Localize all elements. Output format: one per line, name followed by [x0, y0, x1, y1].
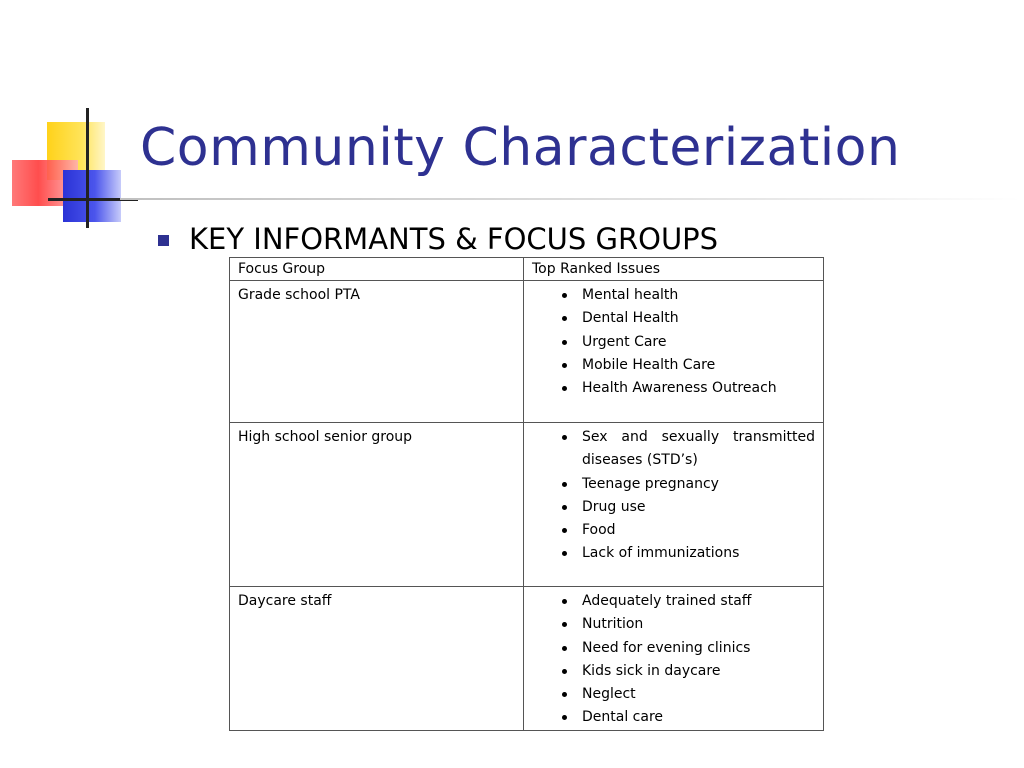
- issue-item: Drug use: [532, 496, 815, 519]
- subtitle-bullet-row: [158, 222, 718, 256]
- issue-item: Nutrition: [532, 613, 815, 636]
- issues-list: [532, 281, 815, 400]
- focus-group-table: [229, 257, 824, 731]
- table-header-row: [230, 258, 824, 281]
- issue-item: Sex and sexually transmitted diseases (STD’s): [532, 426, 815, 473]
- logo-vertical-line: [86, 108, 89, 228]
- issue-item: Teenage pregnancy: [532, 473, 815, 496]
- issues-cell: [524, 281, 824, 423]
- table-row: [230, 281, 824, 423]
- column-header-focus-group: Focus Group: [230, 258, 524, 281]
- issues-list: [532, 423, 815, 566]
- focus-group-cell: High school senior group: [230, 423, 524, 587]
- table-row: [230, 423, 824, 587]
- issue-item: Dental Health: [532, 307, 815, 330]
- focus-group-cell: Daycare staff: [230, 587, 524, 731]
- slide-title: Community Characterization: [140, 118, 901, 178]
- table-row: [230, 587, 824, 731]
- issue-item: Lack of immunizations: [532, 542, 815, 565]
- issue-item: Food: [532, 519, 815, 542]
- column-header-top-ranked-issues: Top Ranked Issues: [524, 258, 824, 281]
- logo-blue-block: [63, 170, 121, 222]
- issues-cell: [524, 423, 824, 587]
- issue-item: Urgent Care: [532, 331, 815, 354]
- issue-item: Need for evening clinics: [532, 637, 815, 660]
- decorative-logo: [0, 100, 150, 240]
- title-underline: [120, 198, 1020, 200]
- issue-item: Health Awareness Outreach: [532, 377, 815, 400]
- square-bullet-icon: [158, 235, 169, 246]
- issue-item: Mental health: [532, 284, 815, 307]
- issue-item: Mobile Health Care: [532, 354, 815, 377]
- issues-cell: [524, 587, 824, 731]
- slide-subtitle: KEY INFORMANTS & FOCUS GROUPS: [189, 222, 719, 256]
- issue-item: Adequately trained staff: [532, 590, 815, 613]
- issue-item: Neglect: [532, 683, 815, 706]
- issue-item: Dental care: [532, 706, 815, 729]
- issues-list: [532, 587, 815, 730]
- focus-group-cell: Grade school PTA: [230, 281, 524, 423]
- issue-item: Kids sick in daycare: [532, 660, 815, 683]
